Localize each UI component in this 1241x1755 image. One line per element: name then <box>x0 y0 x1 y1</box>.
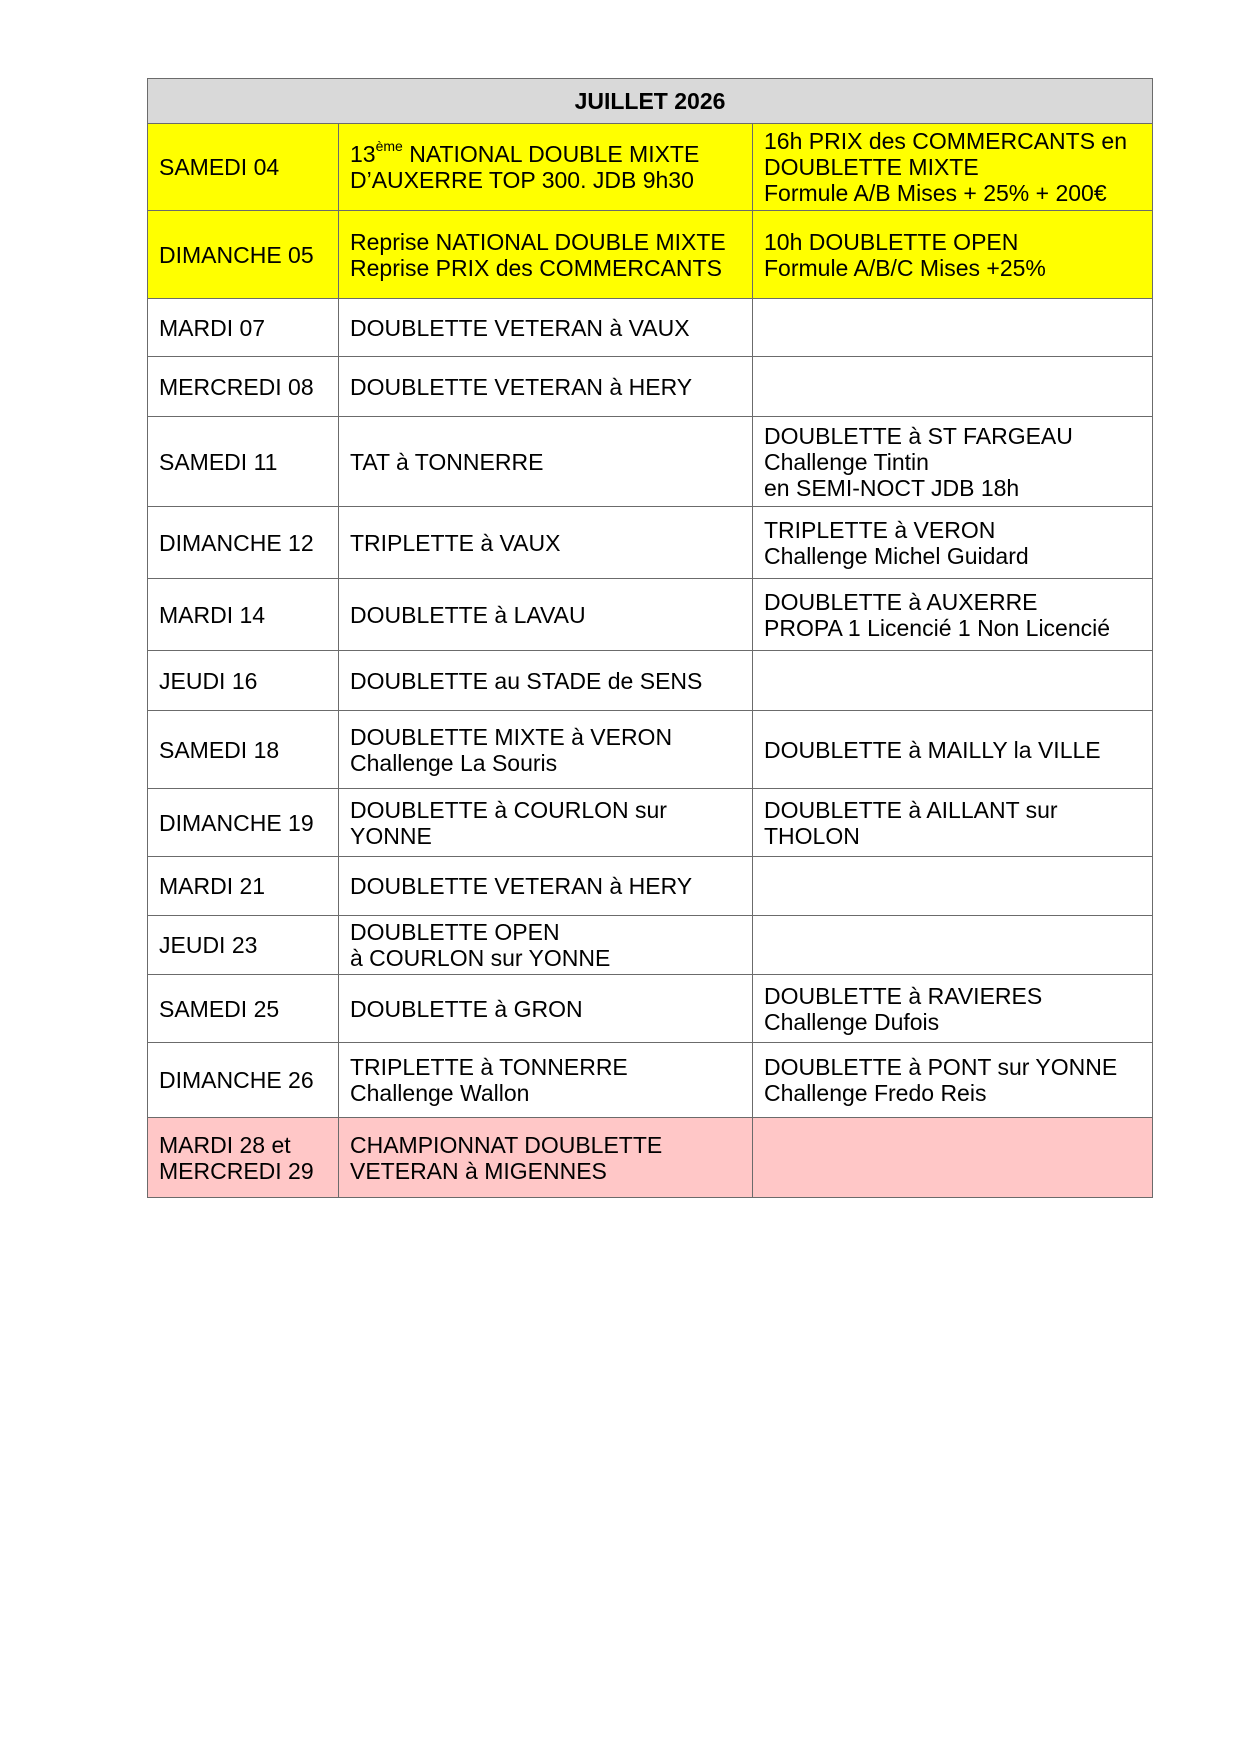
schedule-row <box>148 579 1153 651</box>
schedule-row <box>148 1118 1153 1198</box>
event-cell-primary <box>339 789 753 857</box>
event-cell-primary <box>339 651 753 711</box>
event-cell-primary <box>339 916 753 975</box>
date-cell: MARDI 14 <box>148 579 339 651</box>
schedule-row <box>148 417 1153 507</box>
schedule-row <box>148 711 1153 789</box>
event-cell-primary <box>339 124 753 211</box>
event-cell-primary <box>339 357 753 417</box>
event-cell-primary <box>339 1118 753 1198</box>
event-line: DOUBLETTE à ST FARGEAU <box>764 422 1073 449</box>
event-cell-primary <box>339 857 753 916</box>
schedule-row <box>148 975 1153 1043</box>
schedule-row <box>148 789 1153 857</box>
event-line: DOUBLETTE VETERAN à HERY <box>350 873 693 899</box>
schedule-row <box>148 211 1153 299</box>
schedule-row <box>148 124 1153 211</box>
date-cell: SAMEDI 04 <box>148 124 339 211</box>
event-line: en SEMI-NOCT JDB 18h <box>764 474 1020 501</box>
date-cell: JEUDI 23 <box>148 916 339 975</box>
date-cell: SAMEDI 18 <box>148 711 339 789</box>
event-line: TRIPLETTE à VERON <box>764 516 996 543</box>
event-cell-primary <box>339 1043 753 1118</box>
event-line: DOUBLETTE à AILLANT sur <box>764 796 1058 823</box>
event-line: TRIPLETTE à VAUX <box>350 529 561 556</box>
schedule-row <box>148 916 1153 975</box>
event-line: Challenge La Souris <box>350 749 558 776</box>
schedule-body <box>148 124 1153 1198</box>
date-cell: JEUDI 16 <box>148 651 339 711</box>
event-cell-secondary <box>753 651 1153 711</box>
date-cell: DIMANCHE 26 <box>148 1043 339 1118</box>
event-cell-primary <box>339 579 753 651</box>
event-line: DOUBLETTE MIXTE à VERON <box>350 723 673 750</box>
date-cell: MARDI 07 <box>148 299 339 357</box>
event-line: PROPA 1 Licencié 1 Non Licencié <box>764 614 1111 641</box>
schedule-row <box>148 299 1153 357</box>
event-line: DOUBLETTE à LAVAU <box>350 601 586 628</box>
event-cell-secondary <box>753 211 1153 299</box>
date-cell: DIMANCHE 19 <box>148 789 339 857</box>
event-line: 13ème NATIONAL DOUBLE MIXTE <box>350 138 700 167</box>
schedule-row <box>148 357 1153 417</box>
event-cell-secondary <box>753 975 1153 1043</box>
schedule-row <box>148 857 1153 916</box>
event-line: DOUBLETTE à PONT sur YONNE <box>764 1054 1118 1080</box>
event-line: Formule A/B/C Mises +25% <box>764 254 1046 281</box>
date-cell: MERCREDI 08 <box>148 357 339 417</box>
event-line: 10h DOUBLETTE OPEN <box>764 228 1019 255</box>
event-line: à COURLON sur YONNE <box>350 945 611 971</box>
event-line: THOLON <box>764 822 860 849</box>
event-cell-secondary <box>753 299 1153 357</box>
event-line: CHAMPIONNAT DOUBLETTE <box>350 1131 663 1158</box>
event-cell-secondary <box>753 711 1153 789</box>
event-line: Challenge Tintin <box>764 448 929 475</box>
month-title: JUILLET 2026 <box>148 79 1153 124</box>
event-line: Challenge Fredo Reis <box>764 1080 987 1106</box>
event-line: DOUBLETTE OPEN <box>350 919 560 945</box>
date-cell: DIMANCHE 12 <box>148 507 339 579</box>
event-line: Challenge Wallon <box>350 1080 530 1106</box>
event-line: Challenge Michel Guidard <box>764 542 1029 569</box>
event-cell-secondary <box>753 507 1153 579</box>
event-line: Challenge Dufois <box>764 1008 940 1035</box>
schedule-row <box>148 651 1153 711</box>
event-cell-secondary <box>753 357 1153 417</box>
month-header-row <box>148 79 1153 124</box>
event-line: DOUBLETTE à RAVIERES <box>764 982 1043 1009</box>
event-line: DOUBLETTE VETERAN à HERY <box>350 373 693 400</box>
event-cell-primary <box>339 299 753 357</box>
event-cell-secondary <box>753 124 1153 211</box>
event-line: Formule A/B Mises + 25% + 200€ <box>764 180 1107 206</box>
event-cell-primary <box>339 417 753 507</box>
event-line: VETERAN à MIGENNES <box>350 1157 607 1184</box>
event-cell-secondary <box>753 1118 1153 1198</box>
date-cell: MARDI 28 et MERCREDI 29 <box>148 1118 339 1198</box>
event-line: DOUBLETTE VETERAN à VAUX <box>350 314 690 341</box>
event-line: DOUBLETTE à AUXERRE <box>764 588 1038 615</box>
event-cell-secondary <box>753 916 1153 975</box>
date-cell: SAMEDI 11 <box>148 417 339 507</box>
event-cell-secondary <box>753 857 1153 916</box>
event-line: 16h PRIX des COMMERCANTS en <box>764 128 1128 154</box>
event-cell-primary <box>339 211 753 299</box>
event-cell-secondary <box>753 417 1153 507</box>
event-line: DOUBLETTE à MAILLY la VILLE <box>764 736 1101 763</box>
event-cell-secondary <box>753 1043 1153 1118</box>
event-line: TAT à TONNERRE <box>350 448 544 475</box>
event-line: DOUBLETTE à COURLON sur <box>350 796 667 823</box>
event-cell-primary <box>339 975 753 1043</box>
event-line: Reprise NATIONAL DOUBLE MIXTE <box>350 228 726 255</box>
event-line: YONNE <box>350 822 432 849</box>
schedule-table <box>147 78 1153 1198</box>
event-line: D’AUXERRE TOP 300. JDB 9h30 <box>350 167 694 193</box>
date-cell: MARDI 21 <box>148 857 339 916</box>
event-line: Reprise PRIX des COMMERCANTS <box>350 254 722 281</box>
event-cell-secondary <box>753 789 1153 857</box>
date-cell: SAMEDI 25 <box>148 975 339 1043</box>
schedule-row <box>148 1043 1153 1118</box>
event-cell-primary <box>339 507 753 579</box>
event-line: DOUBLETTE au STADE de SENS <box>350 667 703 694</box>
event-line: DOUBLETTE MIXTE <box>764 154 979 180</box>
event-cell-primary <box>339 711 753 789</box>
event-cell-secondary <box>753 579 1153 651</box>
date-cell: DIMANCHE 05 <box>148 211 339 299</box>
event-line: TRIPLETTE à TONNERRE <box>350 1054 628 1080</box>
schedule-row <box>148 507 1153 579</box>
event-line: DOUBLETTE à GRON <box>350 995 583 1022</box>
